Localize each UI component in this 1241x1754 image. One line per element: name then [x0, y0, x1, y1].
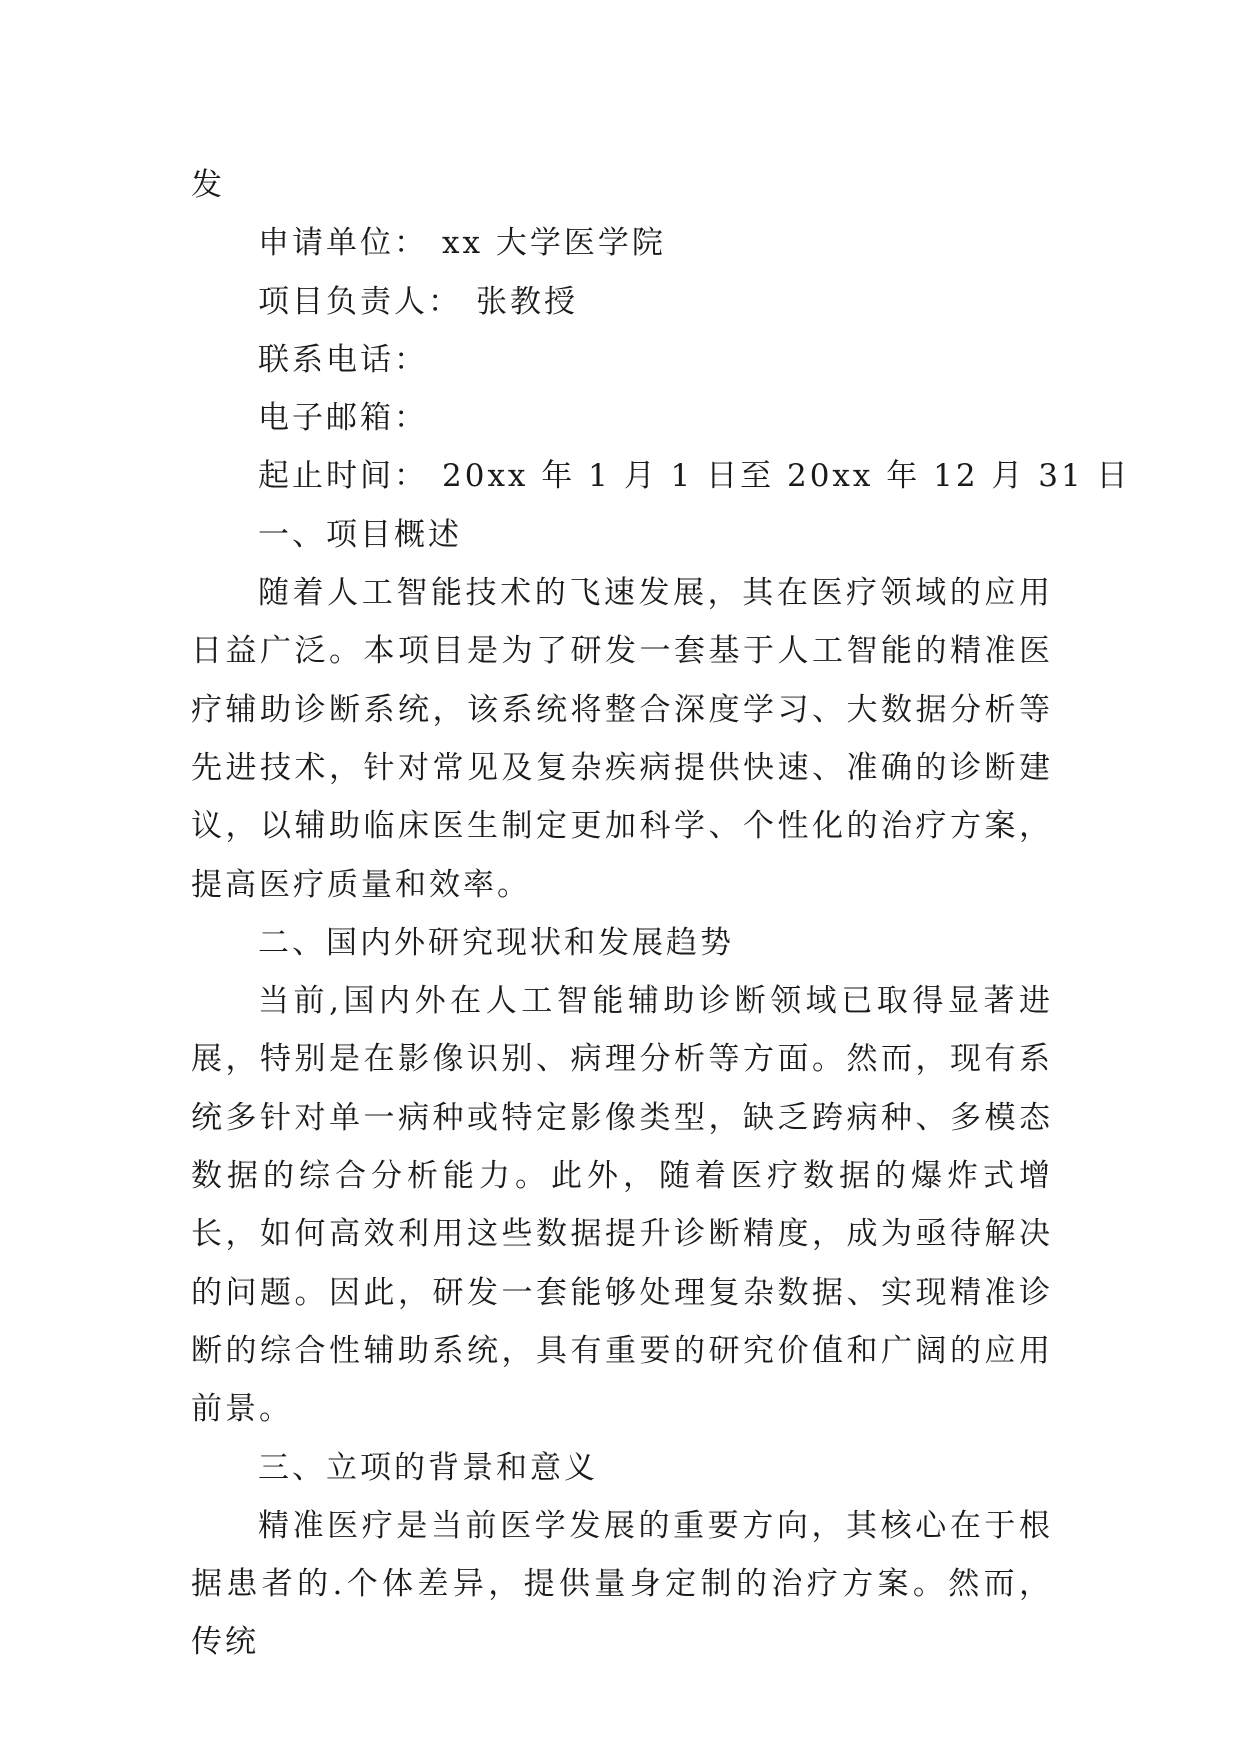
email-label: 电子邮箱：: [258, 400, 428, 437]
period-row: [191, 447, 1131, 505]
section-paragraph: 当前,国内外在人工智能辅助诊断领域已取得显著进展，特别是在影像识别、病理分析等方面。然而，现有系统多针对单一病种或特定影像类型，缺乏跨病种、多模态数据的综合分析能力。此外，随着医疗数据的爆炸式增长，如何高效利用这些数据提升诊断精度，成为亟待解决的问题。因此，研发一套能够处理复杂数据、实现精准诊断的综合性辅助系统，具有重要的研究价值和广阔的应用前景。: [191, 983, 1053, 1428]
section-paragraph: 精准医疗是当前医学发展的重要方向，其核心在于根据患者的.个体差异，提供量身定制的治疗方案。然而，传统: [191, 1507, 1053, 1661]
document-body: [191, 156, 1131, 1672]
section-heading: 一、项目概述: [258, 516, 462, 553]
project-leader-row: [191, 273, 1053, 331]
email-row: [191, 389, 1053, 447]
project-leader-label: 项目负责人：: [258, 283, 462, 320]
section-heading: 二、国内外研究现状和发展趋势: [258, 924, 734, 961]
section-heading: 三、立项的背景和意义: [258, 1449, 598, 1486]
phone-label: 联系电话：: [258, 341, 428, 378]
phone-row: [191, 331, 1053, 389]
period-label: 起止时间：: [258, 458, 428, 495]
period-value: 20xx 年 1 月 1 日至 20xx 年 12 月 31 日: [442, 458, 1131, 495]
project-leader-value: 张教授: [476, 283, 578, 320]
fragment-top-text: 发: [191, 167, 225, 203]
applicant-unit-label: 申请单位：: [258, 225, 428, 262]
section-paragraph: 随着人工智能技术的飞速发展，其在医疗领域的应用日益广泛。本项目是为了研发一套基于人工智能的精准医疗辅助诊断系统，该系统将整合深度学习、大数据分析等先进技术，针对常见及复杂疾病提供快速、准确的诊断建议，以辅助临床医生制定更加科学、个性化的治疗方案，提高医疗质量和效率。: [191, 575, 1053, 903]
applicant-unit-row: [191, 214, 1053, 272]
applicant-unit-value: xx 大学医学院: [442, 225, 666, 262]
